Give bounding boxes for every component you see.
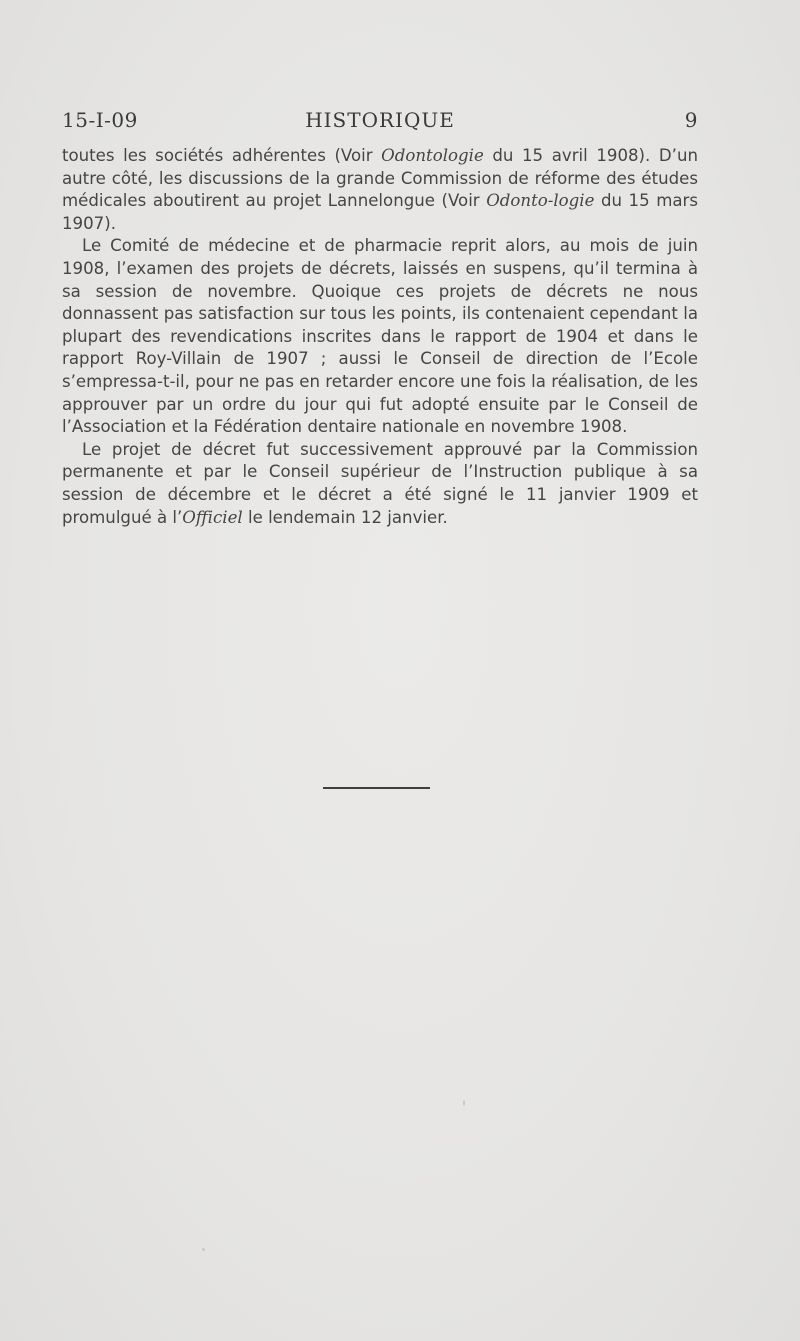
paper-speck (202, 1248, 205, 1251)
section-end-rule (323, 787, 430, 789)
paragraph-1 (62, 145, 698, 235)
text-run: Le projet de décret fut successivement approuvé par la Commission permanente et par le Conseil supérieur de l’Instruction publique à sa session de décembre et le décret a été signé le 11 janvier 1909 et promulgué à l’ (62, 439, 698, 527)
running-header (62, 108, 698, 138)
text-run: Le Comité de médecine et de pharmacie reprit alors, au mois de juin 1908, l’examen des projets de décrets, laissés en suspens, qu’il termina à sa session de novembre. Quoique ces projets de décrets ne nous donnassent pas satisfaction sur tous les points, ils contenaient cependant la plupart des revendications inscrites dans le rapport de 1904 et dans le rapport Roy-Villain de 1907 ; aussi le Conseil de direction de l’Ecole s’empressa-t-il, pour ne pas en retarder encore une fois la réalisation, de les approuver par un ordre du jour qui fut adopté ensuite par le Conseil de l’Association et la Fédération dentaire nationale en novembre 1908. (62, 236, 698, 437)
italic-run: Officiel (182, 507, 243, 527)
paragraph-3 (62, 439, 698, 529)
page-number: 9 (684, 108, 698, 132)
italic-run: Odontologie (381, 146, 484, 165)
text-run: du 15 mars 1907). (62, 191, 698, 233)
paper-speck (463, 1100, 465, 1106)
text-run: toutes les sociétés adhérentes (Voir (62, 146, 382, 165)
italic-run: Odonto-logie (486, 191, 595, 211)
text-run: du 15 avril 1908). D’un autre côté, les discussions de la grande Commission de réforme des études médicales aboutirent au projet Lannelongue (Voir (62, 146, 698, 211)
paragraph-2 (62, 235, 698, 438)
running-title: HISTORIQUE (305, 108, 455, 132)
header-date: 15-I-09 (62, 108, 138, 132)
text-run: le lendemain 12 janvier. (242, 507, 448, 527)
body-text (62, 145, 698, 529)
